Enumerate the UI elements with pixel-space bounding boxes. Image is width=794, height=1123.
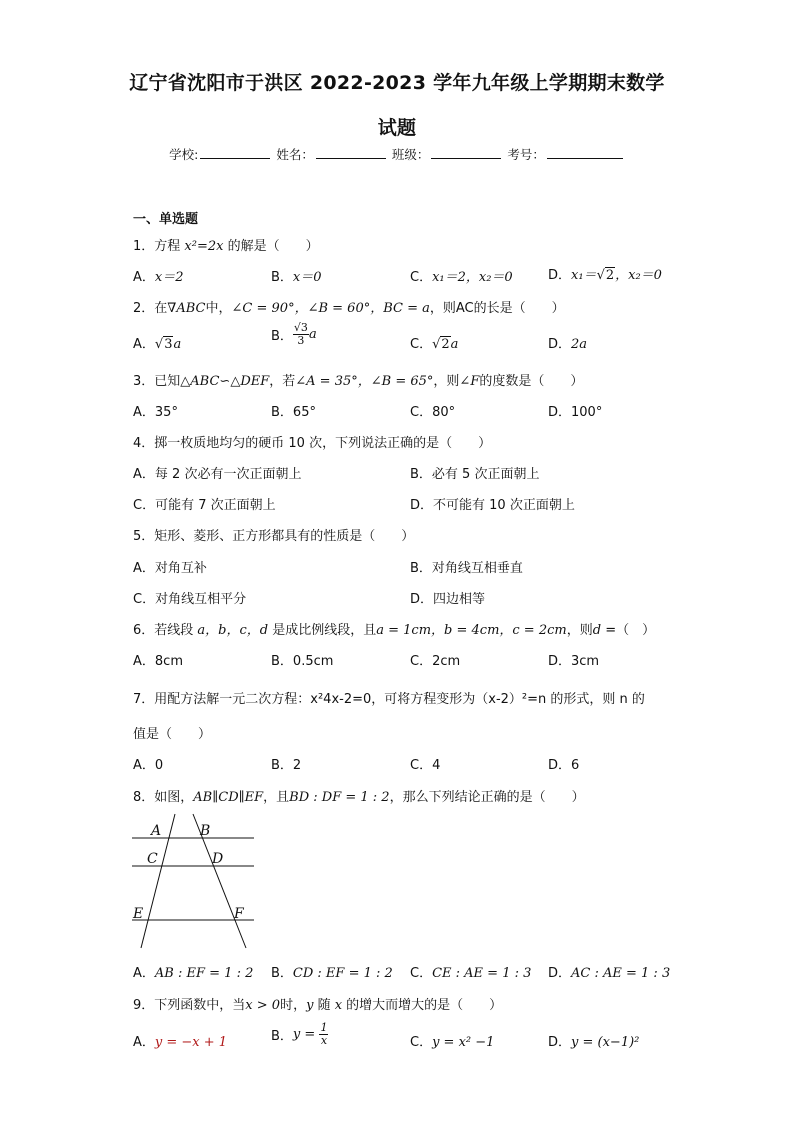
q8-ratio: BD : DF = 1 : 2 <box>289 790 390 805</box>
option-text: 每 2 次必有一次正面朝上 <box>154 467 302 482</box>
q4-option-b[interactable] <box>410 463 539 482</box>
q6-text: 若线段 <box>154 623 198 638</box>
q3-option-b[interactable] <box>271 401 316 420</box>
name-blank[interactable] <box>316 146 386 159</box>
label-d: D <box>212 851 224 867</box>
q3-angle: ∠F <box>459 374 480 389</box>
option-label: B． <box>410 561 432 576</box>
option-label: B． <box>410 467 432 482</box>
option-text: 3cm <box>571 654 600 669</box>
q6-option-b[interactable] <box>271 650 333 669</box>
question-7-line2: 值是（ ） <box>133 727 212 742</box>
option-text: 4 <box>432 758 441 773</box>
q2-option-a[interactable] <box>133 333 181 352</box>
q8-text: ，那么下列结论正确的是（ ） <box>389 790 585 805</box>
q1-post: 的解是（ ） <box>223 239 319 254</box>
q3-text: ，若 <box>269 374 296 389</box>
option-text: 100° <box>571 405 603 420</box>
option-text: x＝2 <box>154 270 184 285</box>
q9-y: y <box>306 998 314 1013</box>
option-text: x＝0 <box>292 270 322 285</box>
option-label: C． <box>410 405 433 420</box>
option-text: 6 <box>571 758 580 773</box>
option-text: 可能有 7 次正面朝上 <box>155 498 276 513</box>
page-title-line1: 辽宁省沈阳市于洪区 2022-2023 学年九年级上学期期末数学 <box>129 72 665 94</box>
q1-equation: x²=2x <box>184 239 224 254</box>
q9-text: 时， <box>280 998 307 1013</box>
option-label: A． <box>133 654 155 669</box>
q5-option-c[interactable] <box>133 588 246 607</box>
q4-number: 4． <box>133 436 155 451</box>
q3-text: 的度数是（ ） <box>479 374 584 389</box>
q9-option-c[interactable] <box>410 1031 494 1050</box>
option-label: D． <box>548 268 572 283</box>
sqrt-sign: √ <box>154 337 164 352</box>
option-label: B． <box>271 966 293 981</box>
radicand: 2 <box>605 268 615 283</box>
radicand: 2 <box>441 337 450 352</box>
q3-text: 已知 <box>154 374 181 389</box>
option-text: 对角线互相垂直 <box>431 561 523 576</box>
name-label: 姓名： <box>276 147 314 162</box>
q1-option-b[interactable] <box>271 266 322 285</box>
q9-number: 9． <box>133 998 155 1013</box>
option-label: D． <box>548 966 572 981</box>
option-label: C． <box>410 1035 433 1050</box>
option-label: A． <box>133 758 155 773</box>
q3-option-c[interactable] <box>410 401 455 420</box>
q2-text: ，则AC的长是（ ） <box>429 301 565 316</box>
option-label: C． <box>133 498 156 513</box>
radicand: 3 <box>164 337 173 352</box>
q9-text: 随 <box>313 998 335 1013</box>
q7-number: 7． <box>133 692 155 707</box>
q2-triangle: ∇ABC <box>167 301 206 316</box>
question-4 <box>133 432 491 451</box>
label-b: B <box>200 823 211 839</box>
q2-number: 2． <box>133 301 155 316</box>
q5-option-a[interactable] <box>133 557 207 576</box>
q9-x: x <box>334 998 343 1013</box>
label-a: A <box>151 823 162 839</box>
q2-text: 中， <box>205 301 232 316</box>
option-text: y = x² −1 <box>432 1035 495 1050</box>
q8-option-c[interactable] <box>410 962 531 981</box>
q1-number: 1． <box>133 239 155 254</box>
q5-option-d[interactable] <box>410 588 485 607</box>
question-3 <box>133 370 583 389</box>
q9-option-a[interactable] <box>133 1031 227 1050</box>
q8-text: ，且 <box>263 790 290 805</box>
q5-option-b[interactable] <box>410 557 523 576</box>
option-label: B． <box>271 405 293 420</box>
q8-parallel: AB∥CD∥EF <box>193 790 264 805</box>
option-text: x₁＝ <box>571 268 597 283</box>
option-text: 不可能有 10 次正面朝上 <box>433 498 575 513</box>
section-heading: 一、单选题 <box>133 212 199 227</box>
option-label: A． <box>133 1035 155 1050</box>
q9-option-b[interactable] <box>271 1022 328 1047</box>
option-text: 2cm <box>432 654 461 669</box>
question-8 <box>133 786 585 805</box>
option-text: y = (x−1)² <box>571 1035 640 1050</box>
q6-option-d[interactable] <box>548 650 599 669</box>
option-text: 2 <box>292 758 302 773</box>
option-text: 2a <box>571 337 588 352</box>
fraction <box>293 322 309 347</box>
q4-option-a[interactable] <box>133 463 301 482</box>
q2-condition: ∠C = 90°，∠B = 60°，BC = a <box>231 301 430 316</box>
q8-figure <box>128 812 258 954</box>
q8-text: 如图， <box>154 790 194 805</box>
option-label: C． <box>133 592 156 607</box>
option-text: x₁＝2，x₂＝0 <box>432 270 513 285</box>
label-f: F <box>234 906 244 922</box>
q1-option-a[interactable] <box>133 266 184 285</box>
option-text: 35° <box>154 405 178 420</box>
q9-text: 的增大而增大的是（ ） <box>342 998 503 1013</box>
question-6 <box>133 619 655 638</box>
q8-option-a[interactable] <box>133 962 253 981</box>
q3-text: ，则 <box>433 374 460 389</box>
q4-text: 掷一枚质地均匀的硬币 10 次，下列说法正确的是（ ） <box>154 436 492 451</box>
option-text: y = <box>292 1027 320 1042</box>
q2-option-b[interactable] <box>271 322 317 347</box>
q6-text: ，则 <box>566 623 593 638</box>
option-label: C． <box>410 966 433 981</box>
q1-option-d[interactable] <box>548 264 662 283</box>
option-text: ，x₂＝0 <box>615 268 662 283</box>
q3-condition: ∠A = 35°，∠B = 65° <box>295 374 434 389</box>
option-label: C． <box>410 337 433 352</box>
numerator: √3 <box>293 321 308 334</box>
option-label: A． <box>133 270 155 285</box>
option-label: D． <box>548 405 572 420</box>
q3-number: 3． <box>133 374 155 389</box>
q1-option-c[interactable] <box>410 266 513 285</box>
q5-number: 5． <box>133 529 155 544</box>
q9-text: 下列函数中，当 <box>154 998 246 1013</box>
q7-text: 用配方法解一元二次方程：x²4x-2=0，可将方程变形为（x-2）²=n 的形式，则 n 的 <box>154 692 645 707</box>
q6-text: =（ ） <box>601 623 656 638</box>
q3-option-a[interactable] <box>133 401 178 420</box>
option-label: D． <box>548 654 572 669</box>
q6-option-a[interactable] <box>133 650 183 669</box>
q8-option-b[interactable] <box>271 962 393 981</box>
q7-option-d[interactable] <box>548 754 579 773</box>
option-label: B． <box>271 1029 293 1044</box>
q6-option-c[interactable] <box>410 650 460 669</box>
option-text: 0.5cm <box>292 654 334 669</box>
page-title-line2: 试题 <box>377 117 417 139</box>
q8-number: 8． <box>133 790 155 805</box>
option-text: 0 <box>154 758 164 773</box>
option-label: B． <box>271 270 293 285</box>
option-text: 对角线互相平分 <box>155 592 247 607</box>
school-blank[interactable] <box>200 146 270 159</box>
sqrt-sign: √ <box>432 337 441 352</box>
q9-option-d[interactable] <box>548 1031 639 1050</box>
student-info-row <box>0 145 794 163</box>
label-e: E <box>133 906 144 922</box>
q5-text: 矩形、菱形、正方形都具有的性质是（ ） <box>154 529 415 544</box>
school-label: 学校: <box>169 147 199 162</box>
option-label: D． <box>548 1035 572 1050</box>
option-label: A． <box>133 966 155 981</box>
q6-variable: d <box>592 623 602 638</box>
option-text: AB : EF = 1 : 2 <box>154 966 254 981</box>
exam-no-label: 考号： <box>507 147 545 162</box>
q1-pre: 方程 <box>154 239 185 254</box>
q6-text: 是成比例线段，且 <box>268 623 377 638</box>
q6-condition: a = 1cm，b = 4cm，c = 2cm <box>376 623 567 638</box>
question-5 <box>133 525 414 544</box>
option-text: CE : AE = 1 : 3 <box>432 966 532 981</box>
q9-condition: x > 0 <box>245 998 281 1013</box>
option-label: C． <box>410 270 433 285</box>
question-7-line1 <box>133 688 645 707</box>
question-1 <box>133 235 319 254</box>
q4-option-d[interactable] <box>410 494 575 513</box>
q2-option-d[interactable] <box>548 333 587 352</box>
numerator: 1 <box>320 1021 328 1034</box>
q6-number: 6． <box>133 623 155 638</box>
option-text: CD : EF = 1 : 2 <box>292 966 393 981</box>
q4-option-c[interactable] <box>133 494 276 513</box>
option-text: a <box>308 327 317 342</box>
option-text: 65° <box>292 405 316 420</box>
option-label: D． <box>548 337 572 352</box>
q7-option-a[interactable] <box>133 754 163 773</box>
option-label: A． <box>133 467 155 482</box>
question-9 <box>133 994 502 1013</box>
class-blank[interactable] <box>431 146 501 159</box>
option-text: a <box>173 337 182 352</box>
label-c: C <box>147 851 158 867</box>
q3-similarity: △ABC∽△DEF <box>180 374 270 389</box>
option-text: 必有 5 次正面朝上 <box>431 467 540 482</box>
option-label: B． <box>271 654 293 669</box>
question-2 <box>133 297 565 316</box>
fraction <box>319 1022 328 1047</box>
exam-no-blank[interactable] <box>547 146 623 159</box>
option-label: B． <box>271 329 293 344</box>
option-label: D． <box>410 498 434 513</box>
option-text: a <box>450 337 459 352</box>
option-label: C． <box>410 654 433 669</box>
option-label: B． <box>271 758 293 773</box>
option-text: AC : AE = 1 : 3 <box>571 966 671 981</box>
q2-text: 在 <box>154 301 168 316</box>
denominator: x <box>320 1034 328 1047</box>
q3-option-d[interactable] <box>548 401 602 420</box>
option-text: 80° <box>432 405 456 420</box>
option-label: A． <box>133 405 155 420</box>
sqrt-sign: √ <box>596 268 605 283</box>
option-label: D． <box>548 758 572 773</box>
class-label: 班级： <box>391 147 430 162</box>
q2-option-c[interactable] <box>410 333 458 352</box>
option-label: C． <box>410 758 433 773</box>
option-text: 四边相等 <box>433 592 486 607</box>
q8-option-d[interactable] <box>548 962 670 981</box>
option-label: A． <box>133 337 155 352</box>
option-text: 对角互补 <box>154 561 207 576</box>
q7-option-b[interactable] <box>271 754 301 773</box>
denominator: 3 <box>297 334 305 347</box>
option-label: A． <box>133 561 155 576</box>
option-text: 8cm <box>154 654 183 669</box>
q6-variables: a，b，c，d <box>197 623 269 638</box>
q7-option-c[interactable] <box>410 754 440 773</box>
option-text: y = −x + 1 <box>154 1035 228 1050</box>
option-label: D． <box>410 592 434 607</box>
